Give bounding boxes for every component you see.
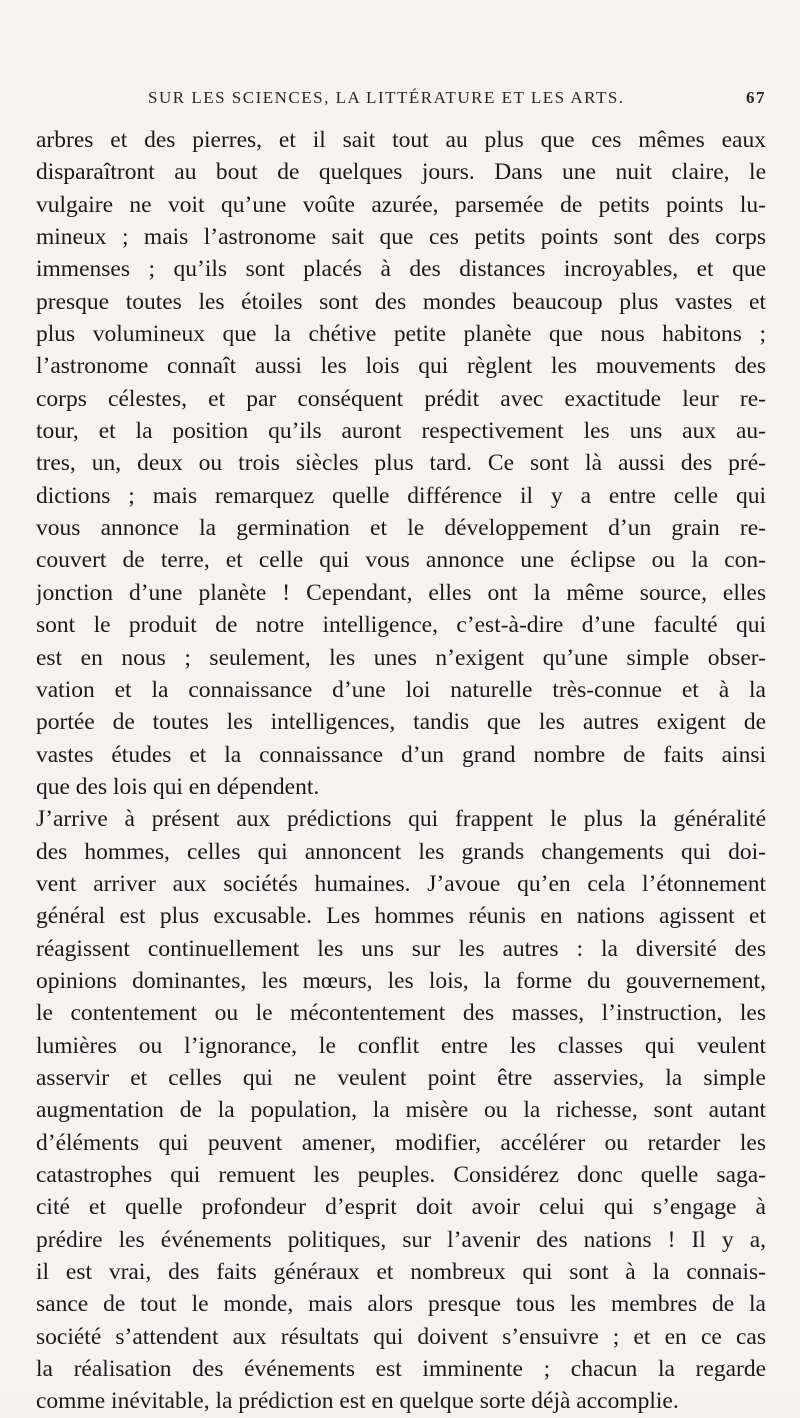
- text-line: corps célestes, et par conséquent prédit avec exactitude leur re-: [36, 385, 766, 412]
- text-line: J’arrive à présent aux prédictions qui frappent le plus la généralité: [36, 806, 766, 833]
- text-line: mineux ; mais l’astronome sait que ces petits points sont des corps: [36, 224, 766, 251]
- text-line: plus volumineux que la chétive petite planète que nous habitons ;: [36, 321, 766, 348]
- text-line: tour, et la position qu’ils auront respectivement les uns aux au-: [36, 418, 766, 445]
- text-line: il est vrai, des faits généraux et nombreux qui sont à la connais-: [36, 1259, 766, 1286]
- paragraph: [36, 803, 766, 1418]
- text-line: opinions dominantes, les mœurs, les lois, la forme du gouvernement,: [36, 967, 766, 994]
- text-line: vent arriver aux sociétés humaines. J’avoue qu’en cela l’étonnement: [36, 870, 766, 897]
- text-line: immenses ; qu’ils sont placés à des distances incroyables, et que: [36, 256, 766, 283]
- text-line: asservir et celles qui ne veulent point être asservies, la simple: [36, 1064, 766, 1091]
- text-line: lumières ou l’ignorance, le conflit entre les classes qui veulent: [36, 1032, 766, 1059]
- paragraph: [36, 124, 766, 803]
- text-line: des hommes, celles qui annoncent les grands changements qui doi-: [36, 838, 766, 865]
- text-line: général est plus excusable. Les hommes réunis en nations agissent et: [36, 903, 766, 930]
- text-line: arbres et des pierres, et il sait tout au plus que ces mêmes eaux: [36, 127, 766, 153]
- text-line: la réalisation des événements est imminente ; chacun la regarde: [36, 1356, 766, 1383]
- text-line: d’éléments qui peuvent amener, modifier, accélérer ou retarder les: [36, 1129, 766, 1156]
- text-line: vous annonce la germination et le développement d’un grain re-: [36, 515, 766, 542]
- text-line: augmentation de la population, la misère ou la richesse, sont autant: [36, 1097, 766, 1124]
- text-line: comme inévitable, la prédiction est en quelque sorte déjà accomplie.: [36, 1388, 679, 1415]
- text-line: vulgaire ne voit qu’une voûte azurée, parsemée de petits points lu-: [36, 191, 766, 218]
- text-line: vation et la connaissance d’une loi naturelle très-connue et à la: [36, 676, 766, 703]
- running-head-title: SUR LES SCIENCES, LA LITTÉRATURE ET LES ARTS.: [148, 88, 625, 107]
- text-line: société s’attendent aux résultats qui doivent s’ensuivre ; et en ce cas: [36, 1323, 766, 1350]
- running-head: [36, 88, 766, 114]
- text-line: cité et quelle profondeur d’esprit doit avoir celui qui s’engage à: [36, 1194, 766, 1221]
- text-line: que des lois qui en dépendent.: [36, 773, 320, 800]
- text-line: couvert de terre, et celle qui vous annonce une éclipse ou la con-: [36, 547, 766, 574]
- text-line: sance de tout le monde, mais alors presque tous les membres de la: [36, 1291, 766, 1318]
- text-line: disparaîtront au bout de quelques jours. Dans une nuit claire, le: [36, 159, 766, 186]
- body-text: [36, 124, 766, 1418]
- text-line: dictions ; mais remarquez quelle différence il y a entre celle qui: [36, 482, 766, 509]
- text-line: presque toutes les étoiles sont des mondes beaucoup plus vastes et: [36, 288, 766, 315]
- text-line: tres, un, deux ou trois siècles plus tard. Ce sont là aussi des pré-: [36, 450, 766, 477]
- text-line: sont le produit de notre intelligence, c’est-à-dire d’une faculté qui: [36, 612, 766, 639]
- page-number: 67: [746, 88, 766, 107]
- text-line: portée de toutes les intelligences, tandis que les autres exigent de: [36, 709, 766, 736]
- text-line: l’astronome connaît aussi les lois qui règlent les mouvements des: [36, 353, 766, 380]
- text-line: vastes études et la connaissance d’un grand nombre de faits ainsi: [36, 741, 766, 768]
- text-line: le contentement ou le mécontentement des masses, l’instruction, les: [36, 1000, 766, 1027]
- text-line: prédire les événements politiques, sur l’avenir des nations ! Il y a,: [36, 1226, 766, 1253]
- text-line: jonction d’une planète ! Cependant, elles ont la même source, elles: [36, 579, 766, 606]
- text-line: réagissent continuellement les uns sur les autres : la diversité des: [36, 935, 766, 962]
- text-line: catastrophes qui remuent les peuples. Considérez donc quelle saga-: [36, 1162, 766, 1188]
- text-line: est en nous ; seulement, les unes n’exigent qu’une simple obser-: [36, 644, 766, 671]
